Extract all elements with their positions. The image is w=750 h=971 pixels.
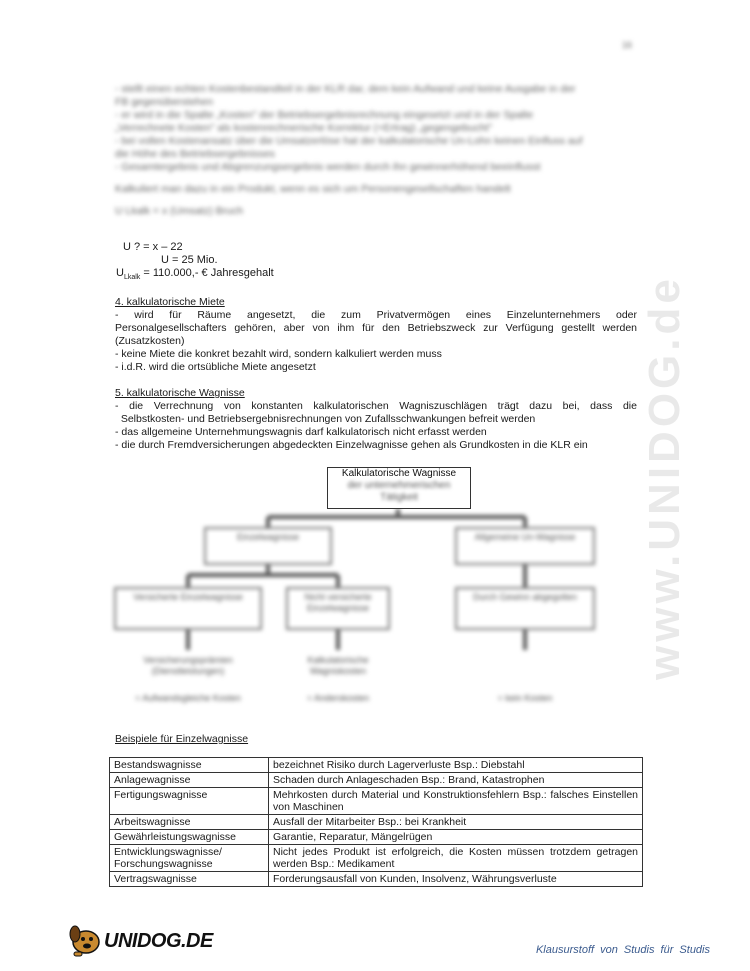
label-versicherungspraemien: Versicherungsprämien (Dienstleistungen) (143, 655, 233, 676)
section-4-line: (Zusatzkosten) (115, 335, 185, 347)
table-row (110, 845, 643, 872)
label-wagniskosten: Kalkulatorische Wagniskosten (307, 655, 369, 676)
examples-heading: Beispiele für Einzelwagnisse (115, 733, 249, 745)
box-allgemeine-wagnisse: Allgemeine Un-Wagnisse (455, 527, 595, 565)
unidog-logo (66, 922, 213, 958)
box-versicherte-wagnisse: Versicherte Einzelwagnisse (114, 587, 262, 630)
examples-table (109, 757, 643, 887)
section-4-line: - wird für Räume angesetzt, die zum Privatvermögen eines Einzelunternehmers oder (115, 309, 637, 321)
result-keine-kosten: = kein Kosten (497, 693, 553, 703)
result-aufwandsgleich: = Aufwandsgleiche Kosten (135, 693, 241, 703)
logo-text: UNIDOG.DE (104, 930, 213, 952)
section-4-line: - keine Miete die konkret bezahlt wird, sondern kalkuliert werden muss (115, 348, 442, 360)
table-cell-name: Bestandswagnisse (110, 758, 269, 773)
table-cell-desc: Forderungsausfall von Kunden, Insolvenz, Währungsverluste (269, 872, 643, 887)
intro-line: - er wird in die Spalte „Kosten" der Betriebsergebnisrechnung eingesetzt und in der Spalte (115, 109, 534, 121)
wagnisse-diagram (100, 465, 660, 725)
table-cell-desc: Schaden durch Anlageschaden Bsp.: Brand, Katastrophen (269, 773, 643, 788)
formula-1: U ? = x – 22 (123, 241, 183, 253)
table-row (110, 872, 643, 887)
section-5-line: - die Verrechnung von konstanten kalkulatorischen Wagniszuschlägen trägt dazu bei, dass die (115, 400, 637, 412)
formula-3-value: = 110.000,- € Jahresgehalt (140, 267, 274, 279)
section-4 (115, 296, 637, 374)
table-row (110, 788, 643, 815)
table-cell-desc: Garantie, Reparatur, Mängelrügen (269, 830, 643, 845)
section-4-line: Personalgesellschafters gehören, aber von ihm für den Betriebszweck zur Verfügung gestellt werden (115, 322, 637, 334)
table-cell-name: Fertigungswagnisse (110, 788, 269, 815)
box-einzelwagnisse: Einzelwagnisse (204, 527, 332, 565)
table-row (110, 815, 643, 830)
formula-3 (116, 267, 274, 281)
box-durch-gewinn: Durch Gewinn abgegolten (455, 587, 595, 630)
section-5-line: - die durch Fremdversicherungen abgedeckten Einzelwagnisse gehen als Grundkosten in die KLR ein (115, 439, 588, 451)
table-cell-name: Entwicklungswagnisse/ Forschungswagnisse (110, 845, 269, 872)
intro-line: Kalkuliert man dazu in ein Produkt, wenn es sich um Personengesellschaften handelt (115, 183, 511, 195)
root-line-1: Kalkulatorische Wagnisse (341, 468, 457, 479)
table-cell-desc: Ausfall der Mitarbeiter Bsp.: bei Krankheit (269, 815, 643, 830)
formula-3-symbol: U (116, 267, 124, 279)
dog-icon (66, 922, 106, 958)
table-row (110, 758, 643, 773)
section-5-line: Selbstkosten- und Betriebsergebnisrechnungen von Zufallsschwankungen befreit werden (115, 413, 536, 425)
root-line-3: Tätigkeit (380, 492, 418, 503)
section-5-heading: 5. kalkulatorische Wagnisse (115, 387, 245, 399)
intro-line: FB gegenüberstehen (115, 96, 214, 108)
table-cell-name: Vertragswagnisse (110, 872, 269, 887)
table-cell-desc: Nicht jedes Produkt ist erfolgreich, die Kosten müssen trotzdem getragen werden Bsp.: Medikament (269, 845, 643, 872)
table-row (110, 830, 643, 845)
intro-line: die Höhe des Betriebsergebnisses (115, 148, 275, 160)
table-cell-name: Gewährleistungswagnisse (110, 830, 269, 845)
formula-2: U = 25 Mio. (161, 254, 218, 266)
intro-line: - stellt einen echten Kostenbestandteil in der KLR dar, dem kein Aufwand und keine Ausgabe in der (115, 83, 576, 95)
section-4-heading: 4. kalkulatorische Miete (115, 296, 225, 308)
intro-formula: U Lkalk = x (Umsatz) Bruch (115, 205, 244, 217)
box-kalkulatorische-wagnisse (327, 467, 471, 509)
intro-line: - bei vollen Kostenansatz über die Umsatzerlöse hat der kalkulatorische Un-Lohn keinen Einfluss auf (115, 135, 583, 147)
watermark: www.UNIDOG.de (640, 275, 689, 680)
table-cell-desc: bezeichnet Risiko durch Lagerverluste Bsp.: Diebstahl (269, 758, 643, 773)
intro-line: - Gesamtergebnis und Abgrenzungsergebnis werden durch ihn gewinnerhöhend beeinflusst (115, 161, 541, 173)
box-nicht-versicherte-wagnisse: Nicht versicherte Einzelwagnisse (286, 587, 390, 630)
formula-3-subscript: Lkalk (123, 274, 141, 282)
page-number: 16 (621, 40, 632, 50)
result-anderskosten: = Anderskosten (306, 693, 370, 703)
table-cell-name: Anlagewagnisse (110, 773, 269, 788)
table-row (110, 773, 643, 788)
section-5-line: - das allgemeine Unternehmungswagnis darf kalkulatorisch nicht erfasst werden (115, 426, 487, 438)
table-cell-name: Arbeitswagnisse (110, 815, 269, 830)
table-cell-desc: Mehrkosten durch Material und Konstruktionsfehlern Bsp.: falsches Einstellen von Maschinen (269, 788, 643, 815)
section-4-line: - i.d.R. wird die ortsübliche Miete angesetzt (115, 361, 316, 373)
section-5 (115, 387, 637, 452)
blurred-intro (115, 83, 637, 218)
root-line-2: der unternehmerischen (347, 480, 451, 491)
intro-line: „Verrechnete Kosten" als kostenrechnerische Korrektur (+Ertrag) „gegengebucht" (115, 122, 493, 134)
footer-tagline: Klausurstoff von Studis für Studis (535, 944, 710, 956)
